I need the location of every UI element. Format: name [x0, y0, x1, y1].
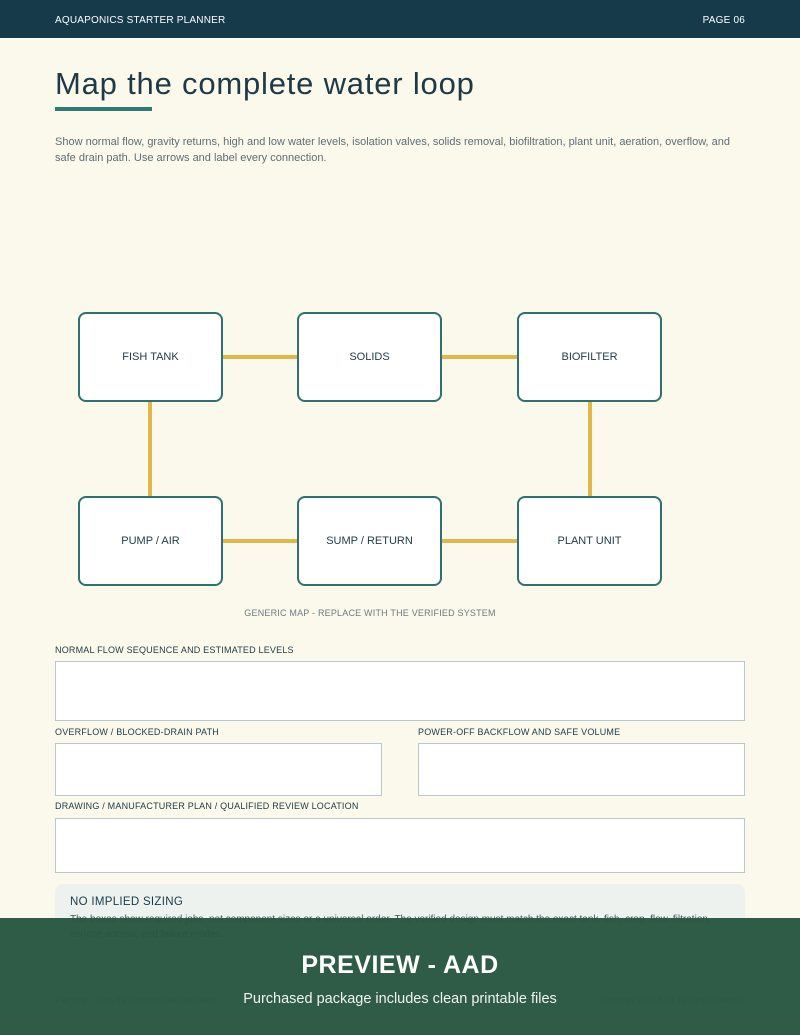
drawing-label: DRAWING / MANUFACTURER PLAN / QUALIFIED REVIEW LOCATION: [55, 801, 359, 811]
preview-watermark-subtitle: Purchased package includes clean printable files: [243, 991, 557, 1007]
preview-watermark-banner: [0, 918, 800, 1035]
page-header: [0, 0, 800, 38]
drawing-field[interactable]: [55, 818, 745, 873]
overflow-label: OVERFLOW / BLOCKED-DRAIN PATH: [55, 727, 219, 737]
overflow-field[interactable]: [55, 743, 382, 796]
normal-flow-field[interactable]: [55, 661, 745, 721]
preview-watermark-title: PREVIEW - AAD: [301, 951, 499, 979]
node-sump-return: SUMP / RETURN: [297, 496, 442, 586]
page-title: Map the complete water loop: [55, 66, 475, 101]
page-number: PAGE 06: [702, 15, 745, 26]
node-solids: SOLIDS: [297, 312, 442, 402]
intro-text: Show normal flow, gravity returns, high and low water levels, isolation valves, solids removal, biofiltration, plant unit, aeration, overflow, and safe drain path. Use arrows and label every connection.: [55, 136, 731, 164]
planner-brand: AQUAPONICS STARTER PLANNER: [55, 15, 226, 26]
power-off-label: POWER-OFF BACKFLOW AND SAFE VOLUME: [418, 727, 621, 737]
power-off-field[interactable]: [418, 743, 745, 796]
diagram-caption: GENERIC MAP - REPLACE WITH THE VERIFIED SYSTEM: [244, 608, 496, 618]
node-fish-tank: FISH TANK: [78, 312, 223, 402]
title-underline: [55, 107, 152, 111]
node-biofilter: BIOFILTER: [517, 312, 662, 402]
node-plant-unit: PLANT UNIT: [517, 496, 662, 586]
node-pump-air: PUMP / AIR: [78, 496, 223, 586]
sizing-note-title: NO IMPLIED SIZING: [70, 896, 184, 908]
normal-flow-label: NORMAL FLOW SEQUENCE AND ESTIMATED LEVELS: [55, 645, 294, 655]
